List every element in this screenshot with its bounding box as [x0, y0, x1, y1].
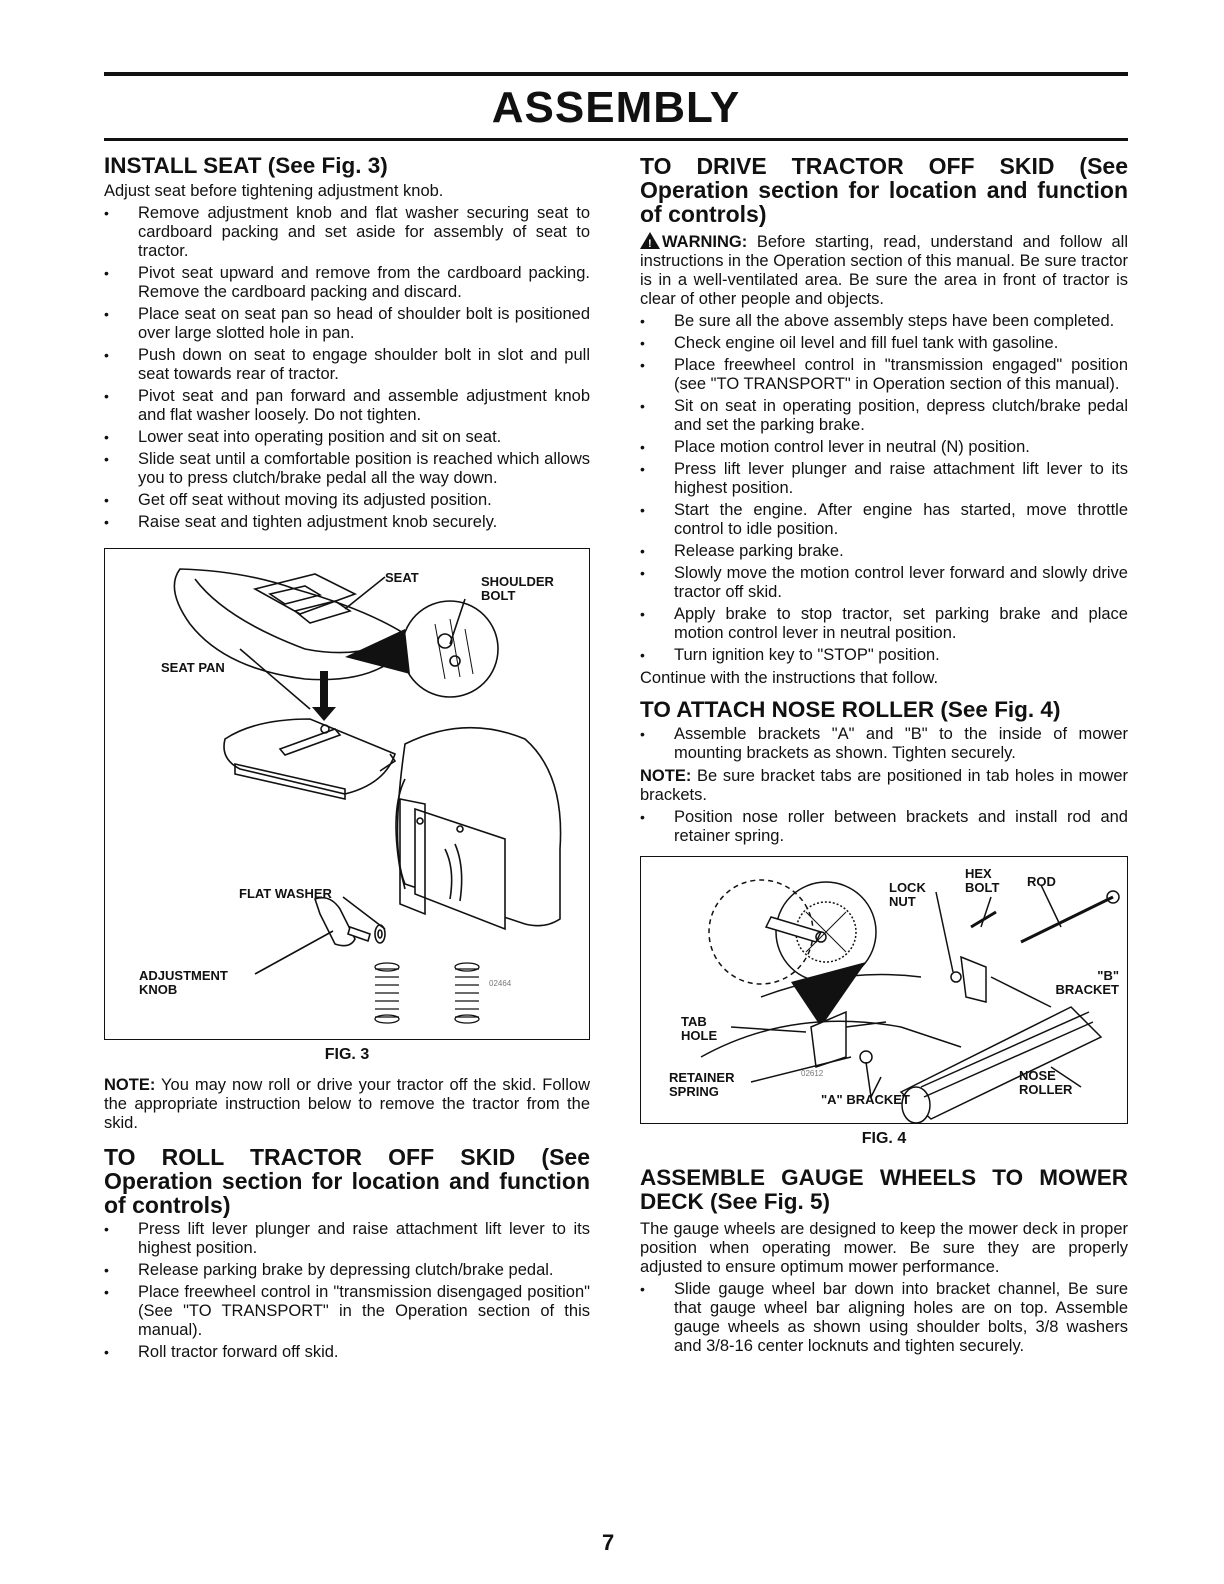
header-rule-top — [104, 72, 1128, 76]
label-retainer-spring: RETAINER SPRING — [669, 1070, 735, 1099]
list-item: • Be sure all the above assembly steps have been completed. — [640, 312, 1128, 331]
list-item: • Press lift lever plunger and raise attachment lift lever to its highest position. — [640, 460, 1128, 498]
drive-off-warning — [640, 232, 1128, 309]
list-item: • Check engine oil level and fill fuel tank with gasoline. — [640, 334, 1128, 353]
list-item: • Place freewheel control in "transmission engaged" position (see "TO TRANSPORT" in Operation section of this manual). — [640, 356, 1128, 394]
label-hex-bolt: HEX BOLT — [965, 866, 1000, 895]
list-item: • Position nose roller between brackets and install rod and retainer spring. — [640, 808, 1128, 846]
label-b-bracket: "B" BRACKET — [1055, 968, 1119, 997]
list-item: • Place motion control lever in neutral (N) position. — [640, 438, 1128, 457]
label-rod: ROD — [1027, 874, 1056, 889]
page-number: 7 — [602, 1530, 615, 1555]
label-nose-roller: NOSE ROLLER — [1019, 1068, 1073, 1097]
drive-off-steps — [640, 312, 1128, 665]
nose-roller-note-text: Be sure bracket tabs are positioned in tab holes in mower brackets. — [640, 767, 1128, 804]
gauge-wheels-intro: The gauge wheels are designed to keep the mower deck in proper position when operating mower. Be sure they are properly adjusted to ensure optimum mower performance. — [640, 1220, 1128, 1276]
label-tab-hole: TAB HOLE — [681, 1014, 718, 1043]
list-item: • Turn ignition key to "STOP" position. — [640, 646, 1128, 665]
note-roll-label: NOTE: — [104, 1076, 156, 1094]
warning-label: WARNING: — [662, 233, 748, 251]
header-rule-bottom — [104, 138, 1128, 141]
label-adjustment-knob: ADJUSTMENT KNOB — [139, 968, 228, 997]
label-seat: SEAT — [385, 570, 419, 585]
fig4-caption: FIG. 4 — [861, 1130, 907, 1147]
list-item: • Lower seat into operating position and sit on seat. — [104, 428, 590, 447]
label-fig4-code: 02612 — [801, 1069, 824, 1078]
list-item: • Slide gauge wheel bar down into bracket channel, Be sure that gauge wheel bar aligning holes are on top. Assemble gauge wheels as shown using shoulder bolts, 3/8 washers and 3/8-16 center locknuts and tighten securely. — [640, 1280, 1128, 1356]
nose-roller-steps-2 — [640, 808, 1128, 846]
figure-4 — [640, 856, 1128, 1124]
gauge-wheels-heading: ASSEMBLE GAUGE WHEELS TO MOWER DECK (See Fig. 5) — [640, 1165, 1128, 1214]
roll-off-heading: TO ROLL TRACTOR OFF SKID (See Operation section for location and function of controls) — [104, 1144, 590, 1218]
list-item: • Apply brake to stop tractor, set parking brake and place motion control lever in neutral position. — [640, 605, 1128, 643]
label-lock-nut: LOCK NUT — [889, 880, 926, 909]
install-seat-steps — [104, 204, 590, 532]
label-shoulder-bolt: SHOULDER BOLT — [481, 574, 554, 603]
list-item: • Push down on seat to engage shoulder bolt in slot and pull seat towards rear of tractor. — [104, 346, 590, 384]
note-roll-text: You may now roll or drive your tractor off the skid. Follow the appropriate instruction below to remove the tractor from the skid. — [104, 1076, 590, 1132]
gauge-wheels-steps — [640, 1280, 1128, 1356]
page-title: ASSEMBLY — [491, 83, 741, 132]
label-a-bracket: "A" BRACKET — [821, 1092, 910, 1107]
seat-illustration — [105, 549, 589, 1039]
label-fig3-code: 02464 — [489, 979, 512, 988]
warning-text: Before starting, read, understand and follow all instructions in the Operation section of this manual. Be sure tractor is in a well-ventilated area. Be sure the area in front of tractor is clear of other people and objects. — [640, 233, 1128, 308]
nose-roller-heading: TO ATTACH NOSE ROLLER (See Fig. 4) — [640, 697, 1061, 722]
drive-off-heading: TO DRIVE TRACTOR OFF SKID (See Operation section for location and function of controls) — [640, 153, 1128, 227]
list-item: • Pivot seat upward and remove from the cardboard packing. Remove the cardboard packing and discard. — [104, 264, 590, 302]
install-seat-intro: Adjust seat before tightening adjustment knob. — [104, 182, 444, 200]
label-flat-washer: FLAT WASHER — [239, 886, 332, 901]
list-item: • Roll tractor forward off skid. — [104, 1343, 590, 1362]
note-roll — [104, 1076, 590, 1133]
list-item: • Assemble brackets "A" and "B" to the inside of mower mounting brackets as shown. Tighten securely. — [640, 725, 1128, 763]
right-column — [640, 148, 1128, 1356]
list-item: • Slowly move the motion control lever forward and slowly drive tractor off skid. — [640, 564, 1128, 602]
list-item: • Raise seat and tighten adjustment knob securely. — [104, 513, 590, 532]
fig3-caption: FIG. 3 — [324, 1046, 370, 1063]
warning-icon: ! — [640, 232, 660, 249]
install-seat-heading: INSTALL SEAT (See Fig. 3) — [104, 153, 388, 178]
list-item: • Get off seat without moving its adjusted position. — [104, 491, 590, 510]
list-item: • Slide seat until a comfortable position is reached which allows you to press clutch/brake pedal all the way down. — [104, 450, 590, 488]
drive-off-continue: Continue with the instructions that follow. — [640, 669, 939, 687]
figure-3 — [104, 548, 590, 1040]
list-item: • Sit on seat in operating position, depress clutch/brake pedal and set the parking brake. — [640, 397, 1128, 435]
list-item: • Pivot seat and pan forward and assemble adjustment knob and flat washer loosely. Do not tighten. — [104, 387, 590, 425]
list-item: • Release parking brake by depressing clutch/brake pedal. — [104, 1261, 590, 1280]
list-item: • Press lift lever plunger and raise attachment lift lever to its highest position. — [104, 1220, 590, 1258]
label-seat-pan: SEAT PAN — [161, 660, 225, 675]
nose-roller-steps-1 — [640, 725, 1128, 763]
roll-off-steps — [104, 1220, 590, 1362]
list-item: • Release parking brake. — [640, 542, 1128, 561]
left-column — [104, 148, 590, 1362]
list-item: • Place seat on seat pan so head of shoulder bolt is positioned over large slotted hole in pan. — [104, 305, 590, 343]
nose-roller-note — [640, 767, 1128, 805]
nose-roller-note-label: NOTE: — [640, 767, 692, 785]
list-item: • Place freewheel control in "transmission disengaged position" (See "TO TRANSPORT" in the Operation section of this manual). — [104, 1283, 590, 1340]
list-item: • Remove adjustment knob and flat washer securing seat to cardboard packing and set aside for assembly of seat to tractor. — [104, 204, 590, 261]
list-item: • Start the engine. After engine has started, move throttle control to idle position. — [640, 501, 1128, 539]
